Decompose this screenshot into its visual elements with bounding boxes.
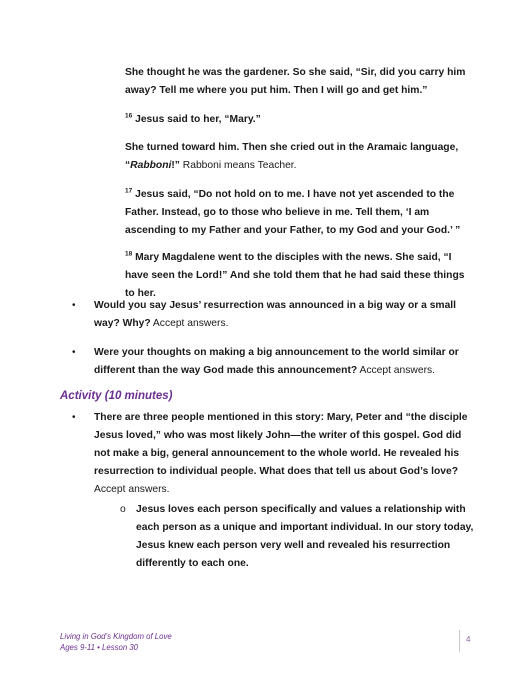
scripture-verse-17 <box>125 186 475 240</box>
rabboni-meaning: Rabboni means Teacher. <box>182 160 297 171</box>
question-text <box>94 344 474 380</box>
rabboni-word: Rabboni <box>130 160 172 171</box>
activity-answer-note: Accept answers. <box>94 484 170 495</box>
activity-text <box>94 409 474 499</box>
question-bold-text: Would you say Jesus’ resurrection was announced in a big way or a small way? Why? <box>94 300 457 329</box>
question-bold-text: Were your thoughts on making a big announcement to the world similar or different than the way God made this announcement? <box>94 347 459 376</box>
question-text <box>94 297 474 333</box>
scripture-text: !” <box>171 160 183 171</box>
scripture-text: Mary Magdalene went to the disciples with the news. She said, “I have seen the Lord!” And she told them that he had said these things to her. <box>125 252 465 299</box>
footer-lesson-info: Ages 9-11 • Lesson 30 <box>60 643 139 652</box>
verse-number: 17 <box>125 187 133 195</box>
page-number: 4 <box>466 635 471 644</box>
bullet-icon: • <box>72 412 76 423</box>
bullet-icon: • <box>72 347 76 358</box>
activity-bold-text: There are three people mentioned in this story: Mary, Peter and “the disciple Jesus loved,” who was most likely John—the writer of this gospel. God did not make a big, general announcement to the whole world. He revealed his resurrection to individual people. What does that tell us about God’s love? <box>94 412 468 477</box>
footer-series-title: Living in God’s Kingdom of Love <box>60 632 172 641</box>
activity-heading: Activity (10 minutes) <box>60 390 173 402</box>
scripture-paragraph-rabboni <box>125 139 475 175</box>
question-answer-note: Accept answers. <box>357 365 436 376</box>
footer <box>60 631 172 653</box>
scripture-text: She turned toward him. Then she cried out in the Aramaic language, “ <box>125 142 459 171</box>
scripture-text: Jesus said to her, “Mary.” <box>132 114 261 125</box>
verse-number: 16 <box>125 112 133 120</box>
circle-bullet-icon: o <box>120 504 126 515</box>
scripture-paragraph-gardener <box>125 64 475 100</box>
question-answer-note: Accept answers. <box>150 318 229 329</box>
scripture-text: She thought he was the gardener. So she said, “Sir, did you carry him away? Tell me where you put him. Then I will go and get him.” <box>125 67 466 96</box>
activity-sub-text: Jesus loves each person specifically and values a relationship with each person as a unique and important individual. In our story today, Jesus knew each person very well and revealed his resurrection differently to each one. <box>136 504 474 569</box>
scripture-verse-16 <box>125 111 475 129</box>
bullet-icon: • <box>72 300 76 311</box>
scripture-text: Jesus said, “Do not hold on to me. I have not yet ascended to the Father. Instead, go to those who believe in me. Tell them, ‘I am ascending to my Father and your Father, to my God and your God.’ ” <box>125 189 461 236</box>
verse-number: 18 <box>125 250 133 258</box>
footer-divider <box>459 630 460 652</box>
scripture-verse-18 <box>125 249 475 303</box>
